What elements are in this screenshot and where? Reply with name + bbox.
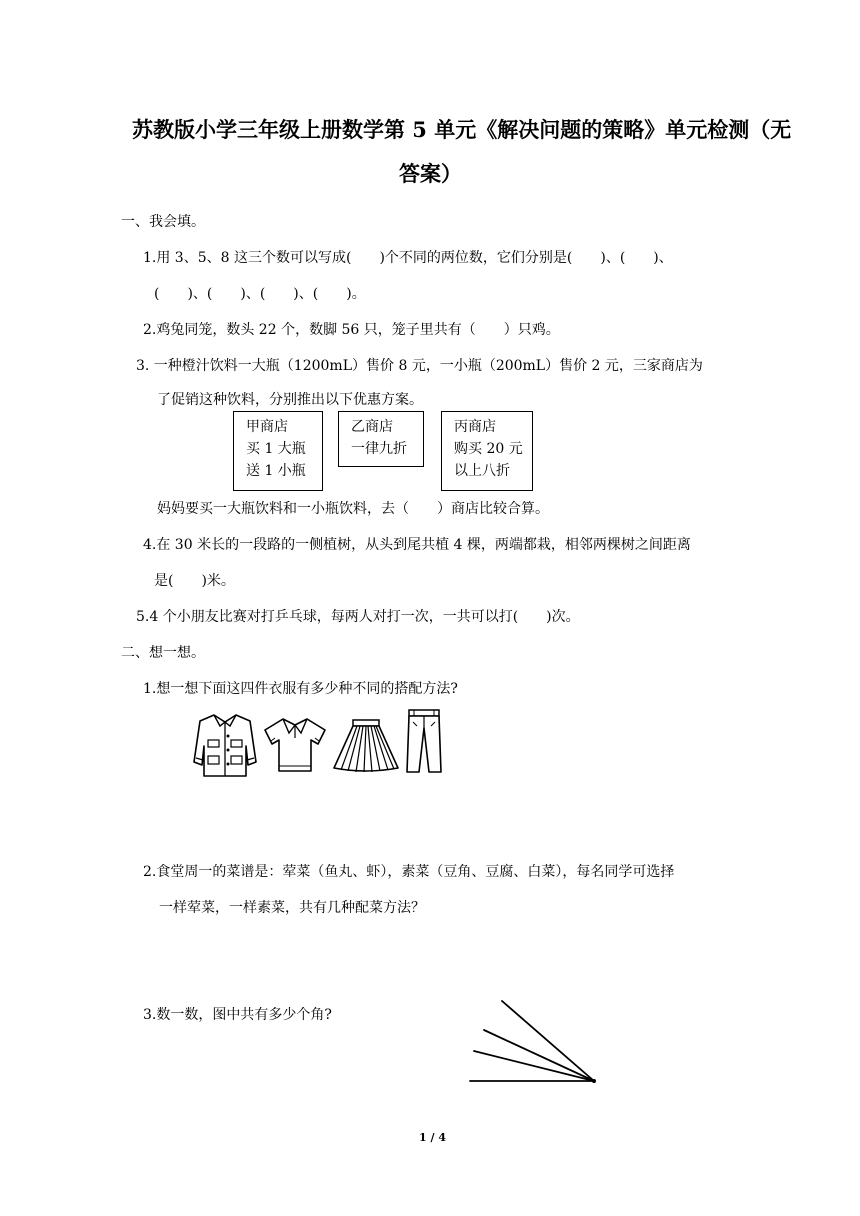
s2-q3: 3.数一数，图中共有多少个角?	[143, 1007, 332, 1023]
tshirt-icon	[263, 716, 327, 774]
store-box-yi	[338, 411, 424, 467]
pants-icon	[405, 708, 443, 774]
s1-q2: 2.鸡兔同笼，数头 22 个，数脚 56 只，笼子里共有（ ）只鸡。	[143, 322, 560, 338]
store-bing-line: 购买 20 元	[454, 441, 523, 457]
section1-heading: 一、我会填。	[121, 214, 205, 230]
s2-q2-line2: 一样荤菜，一样素菜，共有几种配菜方法？	[159, 900, 425, 916]
s1-q5: 5.4 个小朋友比赛对打乒乓球，每两人对打一次，一共可以打( )次。	[136, 609, 580, 625]
angle-ray	[484, 1030, 594, 1081]
s2-q1: 1.想一想下面这四件衣服有多少种不同的搭配方法?	[143, 681, 458, 697]
s1-q3-line1: 3. 一种橙汁饮料一大瓶（1200mL）售价 8 元，一小瓶（200mL）售价 2 元，三家商店为	[136, 358, 703, 374]
skirt-icon	[332, 718, 400, 774]
store-jia-line: 送 1 小瓶	[246, 463, 306, 479]
store-box-jia	[233, 411, 323, 491]
s1-q4-line2: 是( )米。	[154, 573, 235, 589]
s1-q1-line2: ( )、( )、( )、( )。	[154, 286, 366, 302]
store-bing-line: 以上八折	[454, 463, 510, 479]
s1-q3-line3: 妈妈要买一大瓶饮料和一小瓶饮料，去（ ）商店比较合算。	[157, 501, 549, 517]
doc-title-line1: 苏教版小学三年级上册数学第 5 单元《解决问题的策略》单元检测（无	[132, 117, 792, 142]
store-bing-line: 丙商店	[454, 419, 496, 435]
store-yi-line: 一律九折	[351, 441, 407, 457]
doc-title-line2: 答案）	[399, 161, 462, 186]
page-number: 1 / 4	[419, 1131, 446, 1144]
store-jia-line: 甲商店	[246, 419, 288, 435]
store-yi-line: 乙商店	[351, 419, 393, 435]
jacket-icon	[192, 712, 258, 780]
angle-figure	[466, 996, 602, 1088]
s1-q4-line1: 4.在 30 米长的一段路的一侧植树，从头到尾共植 4 棵，两端都栽，相邻两棵树之间距离	[143, 537, 691, 553]
s1-q1-line1: 1.用 3、5、8 这三个数可以写成( )个不同的两位数，它们分别是( )、( )、	[143, 250, 673, 266]
store-box-bing	[441, 411, 533, 491]
angle-vertex	[592, 1079, 596, 1083]
s2-q2-line1: 2.食堂周一的菜谱是：荤菜（鱼丸、虾），素菜（豆角、豆腐、白菜），每名同学可选择	[143, 864, 675, 880]
section2-heading: 二、想一想。	[121, 645, 205, 661]
s1-q3-line2: 了促销这种饮料，分别推出以下优惠方案。	[157, 392, 423, 408]
store-jia-line: 买 1 大瓶	[246, 441, 306, 457]
